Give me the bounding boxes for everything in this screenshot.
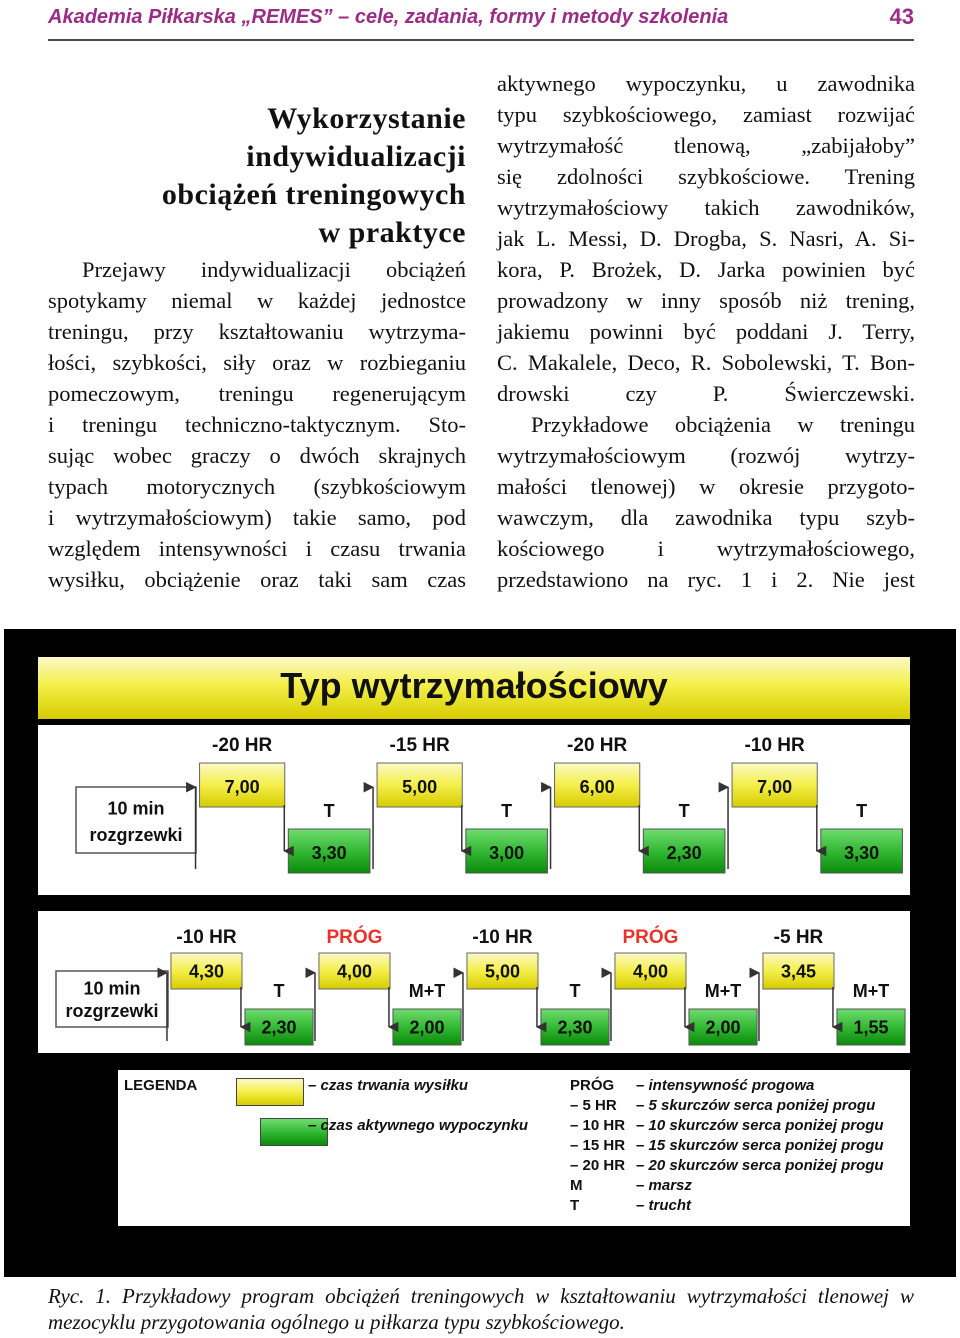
text-line: typu szybkościowego, zamiast rozwijać (497, 102, 915, 127)
legend-rest-desc: – czas aktywnego wypoczynku (308, 1117, 529, 1134)
section-title-line: indywidualizacji (246, 140, 466, 173)
text-line: względem intensywności i czasu trwania (48, 536, 466, 561)
legend-abbr: – 20 HR (570, 1157, 626, 1174)
text-line: kora, P. Brożek, D. Jarka powinien być (497, 257, 915, 282)
intensity-label: PRÓG (622, 927, 679, 948)
legend-abbr: PRÓG (570, 1077, 615, 1094)
rest-activity-label: T (501, 801, 513, 821)
legend-title: LEGENDA (124, 1077, 198, 1094)
text-line: wytrzymałość tlenową, „zabijałoby” (497, 133, 915, 158)
text-line: wytrzymałościowym (rozwój wytrzy- (497, 443, 915, 468)
work-duration: 5,00 (402, 776, 438, 797)
rest-duration: 2,30 (666, 842, 702, 863)
figure-training-program (4, 629, 956, 1277)
rest-duration: 2,00 (409, 1017, 445, 1038)
text-line: wawczym, dla zawodnika typu szyb- (497, 505, 915, 530)
left-paragraph (48, 254, 466, 595)
legend-abbr: – 5 HR (570, 1097, 617, 1114)
legend-abbr-desc: – intensywność progowa (636, 1077, 815, 1094)
legend-work-swatch (236, 1078, 304, 1106)
rest-duration: 2,00 (705, 1017, 741, 1038)
text-line: wysiłku, obciążenie oraz taki sam czas (48, 567, 466, 592)
text-line: kościowego i wytrzymałościowego, (497, 536, 915, 561)
figure-title: Typ wytrzymałościowy (280, 665, 668, 706)
text-line: przedstawiono na ryc. 1 i 2. Nie jest (497, 567, 915, 592)
legend-abbr-desc: – marsz (636, 1177, 692, 1194)
intensity-label: -10 HR (744, 735, 805, 756)
text-line: pomeczowym, treningu regenerującym (48, 381, 466, 406)
work-duration: 5,00 (484, 961, 521, 982)
work-duration: 4,00 (336, 961, 373, 982)
rest-activity-label: T (323, 801, 335, 821)
program-row-1 (38, 725, 910, 895)
section-title-line: obciążeń treningowych (161, 178, 466, 211)
rest-duration: 3,30 (311, 842, 347, 863)
text-line: C. Makalele, Deco, R. Sobolewski, T. Bon- (497, 350, 915, 375)
legend-abbr-desc: – 5 skurczów serca poniżej progu (636, 1097, 876, 1114)
program-row-2 (38, 911, 910, 1053)
text-line: łości, szybkości, siły oraz w rozbieganiu (48, 350, 466, 375)
intensity-label: -5 HR (773, 927, 824, 948)
text-line: prowadzony w inny sposób niż trening, (497, 288, 915, 313)
legend-abbr: M (570, 1177, 583, 1194)
row-2-diagram (38, 911, 910, 1053)
work-duration: 3,45 (780, 961, 817, 982)
rest-activity-label: T (856, 801, 868, 821)
legend-abbr-desc: – 20 skurczów serca poniżej progu (636, 1157, 884, 1174)
warmup-duration: 10 min (107, 798, 165, 819)
section-title-line: w praktyce (318, 216, 466, 249)
rest-activity-label: T (678, 801, 690, 821)
text-line: małości tlenowej) w okresie przygoto- (497, 474, 915, 499)
intensity-label: PRÓG (326, 927, 383, 948)
section-title-line: Wykorzystanie (267, 102, 466, 135)
rest-duration: 2,30 (261, 1017, 297, 1038)
intensity-label: -10 HR (176, 927, 237, 948)
legend-work-desc: – czas trwania wysiłku (308, 1077, 469, 1094)
text-line: drowski czy P. Świerczewski. (497, 381, 915, 406)
work-duration: 4,00 (632, 961, 669, 982)
rest-duration: 2,30 (557, 1017, 593, 1038)
page-number: 43 (889, 4, 914, 29)
text-line: Przejawy indywidualizacji obciążeń (82, 257, 466, 282)
warmup-duration: 10 min (83, 978, 141, 999)
right-paragraph-2 (497, 409, 915, 595)
work-duration: 6,00 (579, 776, 615, 797)
warmup-label: rozgrzewki (89, 825, 183, 846)
legend-abbr-desc: – trucht (636, 1197, 692, 1214)
figure-title-banner (38, 657, 910, 719)
text-line: sując wobec graczy o dwóch skrajnych (48, 443, 466, 468)
text-line: jakiemu powinni być poddani J. Terry, (497, 319, 915, 344)
intensity-label: -20 HR (212, 735, 273, 756)
header-rule (48, 39, 914, 41)
figure-caption: Ryc. 1. Przykładowy program obciążeń treningowych w kształtowaniu wytrzymałości tlenowej w mezocyklu przygotowania ogólnego u piłkarza typu szybkościowego. (48, 1284, 914, 1334)
text-line: treningu, przy kształtowaniu wytrzyma- (48, 319, 466, 344)
right-paragraph-1 (497, 68, 915, 409)
rest-duration: 3,30 (844, 842, 880, 863)
section-title (48, 100, 466, 252)
work-duration: 4,30 (188, 961, 225, 982)
intensity-label: -20 HR (567, 735, 628, 756)
work-duration: 7,00 (224, 776, 260, 797)
text-line: spotykamy niemal w każdej jednostce (48, 288, 466, 313)
work-duration: 7,00 (757, 776, 793, 797)
text-line: wytrzymałościowy takich zawodników, (497, 195, 915, 220)
legend-abbr: – 10 HR (570, 1117, 626, 1134)
legend-abbr: – 15 HR (570, 1137, 626, 1154)
rest-duration: 1,55 (853, 1017, 889, 1038)
legend-panel (118, 1070, 910, 1226)
row-1-diagram (38, 725, 910, 895)
running-header (48, 4, 914, 34)
text-line: aktywnego wypoczynku, u zawodnika (497, 71, 915, 96)
intensity-label: -15 HR (389, 735, 450, 756)
rest-activity-label: M+T (704, 981, 742, 1001)
rest-duration: 3,00 (489, 842, 525, 863)
text-line: jak L. Messi, D. Drogba, S. Nasri, A. Si- (497, 226, 915, 251)
text-line: i treningu techniczno-taktycznym. Sto- (48, 412, 466, 437)
legend-abbr-desc: – 10 skurczów serca poniżej progu (636, 1117, 884, 1134)
text-line: typach motorycznych (szybkościowym (48, 474, 466, 499)
rest-activity-label: T (569, 981, 581, 1001)
text-line: się zdolności szybkościowe. Trening (497, 164, 915, 189)
left-column (48, 100, 466, 595)
text-line: Przykładowe obciążenia w treningu (531, 412, 915, 437)
rest-activity-label: T (273, 981, 285, 1001)
rest-activity-label: M+T (408, 981, 446, 1001)
text-line: i wytrzymałościowym) takie samo, pod (48, 505, 466, 530)
legend-abbr-desc: – 15 skurczów serca poniżej progu (636, 1137, 884, 1154)
right-column (497, 68, 915, 595)
legend-abbr: T (570, 1197, 580, 1214)
running-header-title: Akademia Piłkarska „REMES” – cele, zadania, formy i metody szkolenia (48, 6, 729, 28)
warmup-label: rozgrzewki (65, 1000, 159, 1021)
rest-activity-label: M+T (852, 981, 890, 1001)
intensity-label: -10 HR (472, 927, 533, 948)
